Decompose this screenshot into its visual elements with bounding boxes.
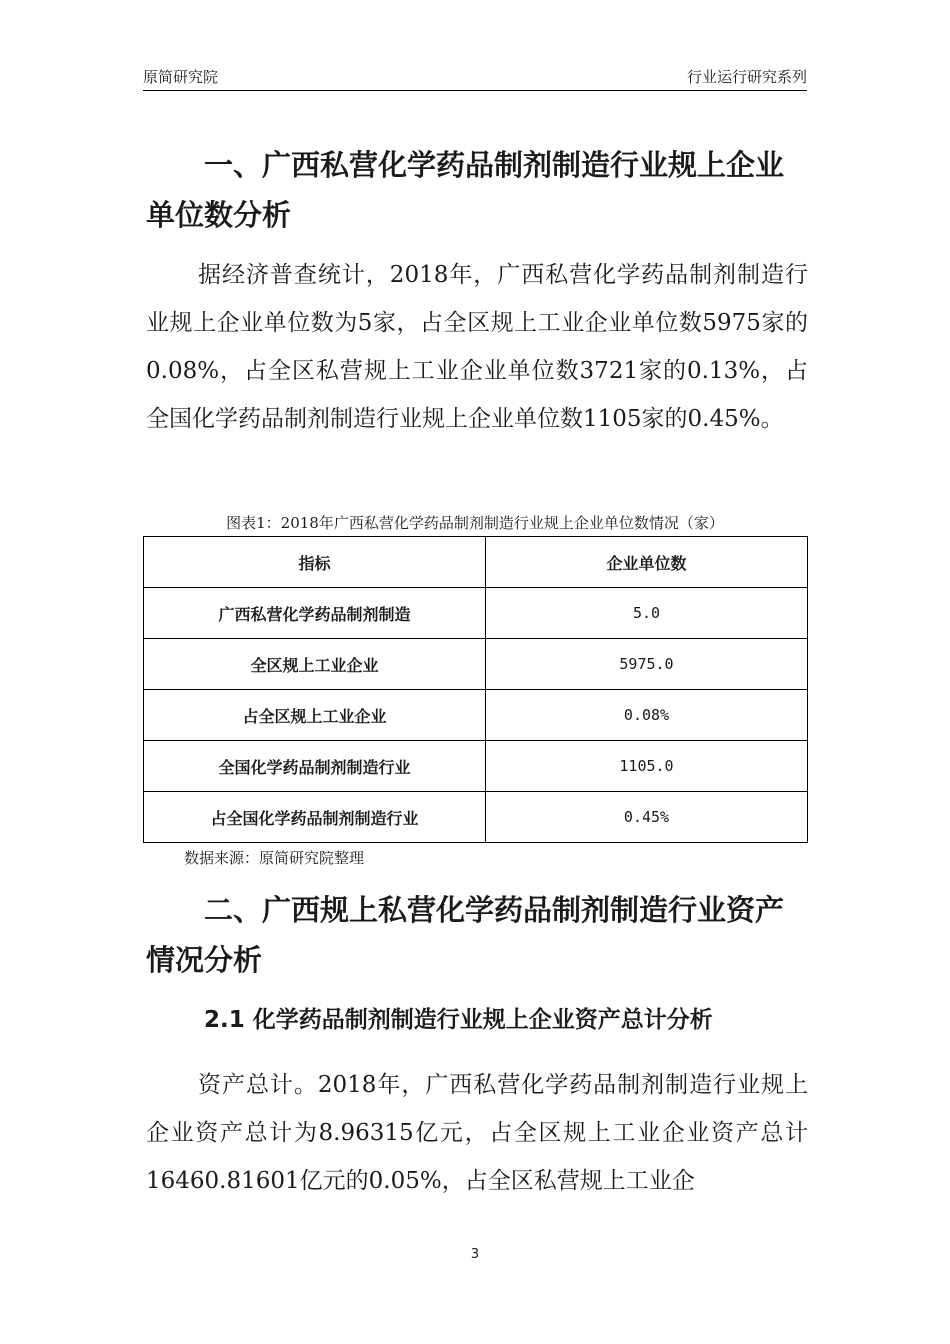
row-value: 5.0 bbox=[486, 588, 808, 639]
table-row bbox=[144, 588, 808, 639]
table-caption: 图表1：2018年广西私营化学药品制剂制造行业规上企业单位数情况（家） bbox=[226, 514, 724, 532]
page-header bbox=[143, 64, 807, 91]
table-row bbox=[144, 690, 808, 741]
section-2-heading: 二、广西规上私营化学药品制剂制造行业资产情况分析 bbox=[146, 893, 785, 977]
row-value: 0.08% bbox=[486, 690, 808, 741]
table-row bbox=[144, 639, 808, 690]
row-label: 占全国化学药品制剂制造行业 bbox=[144, 792, 486, 843]
column-header-indicator: 指标 bbox=[144, 537, 486, 588]
header-org-name: 原简研究院 bbox=[143, 68, 219, 86]
section-2-1-subheading: 2.1 化学药品制剂制造行业规上企业资产总计分析 bbox=[204, 1007, 713, 1033]
section-1-paragraph: 据经济普查统计，2018年，广西私营化学药品制剂制造行业规上企业单位数为5家，占全区规上工业企业单位数5975家的0.08%，占全区私营规上工业企业单位数3721家的0.13%，占全国化学药品制剂制造行业规上企业单位数1105家的0.45%。 bbox=[146, 262, 808, 432]
row-label: 全区规上工业企业 bbox=[144, 639, 486, 690]
row-value: 1105.0 bbox=[486, 741, 808, 792]
row-label: 广西私营化学药品制剂制造 bbox=[144, 588, 486, 639]
table-row bbox=[144, 792, 808, 843]
header-series-title: 行业运行研究系列 bbox=[686, 68, 807, 86]
row-value: 0.45% bbox=[486, 792, 808, 843]
row-label: 全国化学药品制剂制造行业 bbox=[144, 741, 486, 792]
page-number: 3 bbox=[470, 1247, 480, 1262]
table-source-note: 数据来源：原简研究院整理 bbox=[184, 849, 365, 867]
section-1-heading: 一、广西私营化学药品制剂制造行业规上企业单位数分析 bbox=[146, 148, 785, 232]
enterprise-count-table bbox=[143, 536, 808, 843]
row-value: 5975.0 bbox=[486, 639, 808, 690]
row-label: 占全区规上工业企业 bbox=[144, 690, 486, 741]
section-2-paragraph: 资产总计。2018年，广西私营化学药品制剂制造行业规上企业资产总计为8.96315亿元，占全区规上工业企业资产总计16460.81601亿元的0.05%，占全区私营规上工业企 bbox=[146, 1072, 808, 1194]
column-header-count: 企业单位数 bbox=[486, 537, 808, 588]
table-row bbox=[144, 741, 808, 792]
table-header-row bbox=[144, 537, 808, 588]
